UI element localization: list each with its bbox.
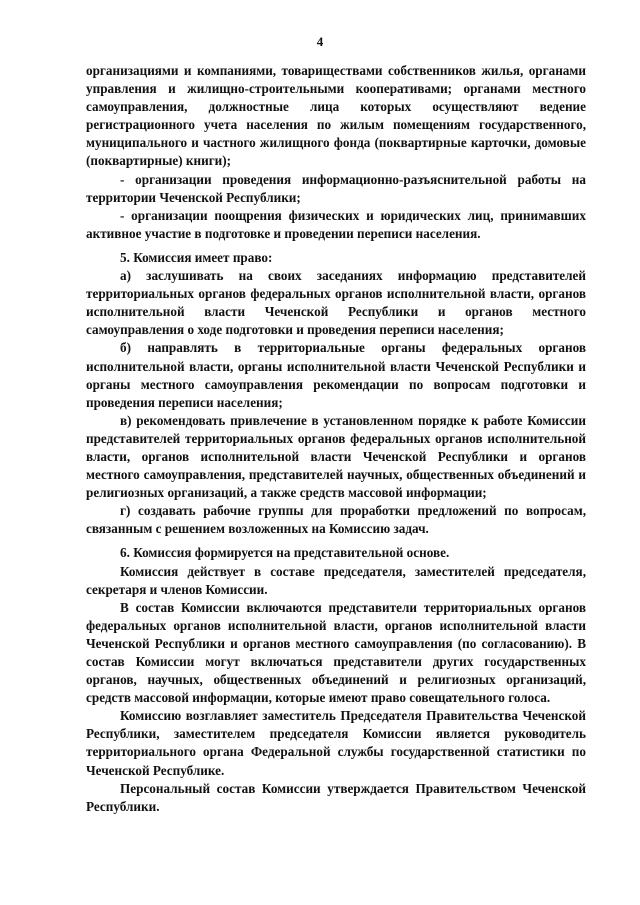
paragraph-3: - организации поощрения физических и юридических лиц, принимавших активное участие в подготовке и проведении переписи населения. [86,207,586,241]
paragraph-5: а) заслушивать на своих заседаниях информацию представителей территориальных органов федеральных органов исполнительной власти, органов исполнительной власти Чеченской Республики и органов местного самоуправления о ходе подготовки и проведения переписи населения; [86,268,586,338]
paragraph-8: г) создавать рабочие группы для проработки предложений по вопросам, связанным с решением возложенных на Комиссию задач. [86,503,586,537]
page-number: 4 [316,34,324,49]
document-body [86,62,586,816]
paragraph-2: - организации проведения информационно-разъяснительной работы на территории Чеченской Республики; [86,171,586,205]
paragraph-6: б) направлять в территориальные органы федеральных органов исполнительной власти, органы исполнительной власти Чеченской Республики и органы местного самоуправления рекомендации по вопросам подготовки и проведения переписи населения; [86,340,586,410]
paragraph-10: Комиссия действует в составе председателя, заместителей председателя, секретаря и членов Комиссии. [86,563,586,597]
paragraph-1: организациями и компаниями, товариществами собственников жилья, органами управления и жилищно-строительными кооперативами; органами местного самоуправления, должностные лица которых осуществляют ведение регистрационного учета населения по жилым помещениям государственного, муниципального и частного жилищного фонда (поквартирные карточки, домовые (поквартирные) книги); [86,63,586,169]
paragraph-4: 5. Комиссия имеет право: [120,249,273,265]
paragraph-12: Комиссию возглавляет заместитель Председателя Правительства Чеченской Республики, заместителем председателя Комиссии является руководитель территориального органа Федеральной службы государственной статистики по Чеченской Республике. [86,708,586,778]
paragraph-13: Персональный состав Комиссии утверждается Правительством Чеченской Республики. [86,780,586,814]
paragraph-11: В состав Комиссии включаются представители территориальных органов федеральных органов исполнительной власти, органов исполнительной власти Чеченской Республики и органов местного самоуправления (по согласованию). В состав Комиссии могут включаться представители других государственных органов, научных, общественных объединений и религиозных организаций, средств массовой информации, которые имеют право совещательного голоса. [86,599,586,706]
paragraph-9: 6. Комиссия формируется на представительной основе. [120,545,450,561]
paragraph-7: в) рекомендовать привлечение в установленном порядке к работе Комиссии представителей территориальных органов федеральных органов исполнительной власти, органов исполнительной власти Чеченской Республики и органов местного самоуправления, представителей научных, общественных объединений и религиозных организаций, а также средств массовой информации; [86,412,586,501]
